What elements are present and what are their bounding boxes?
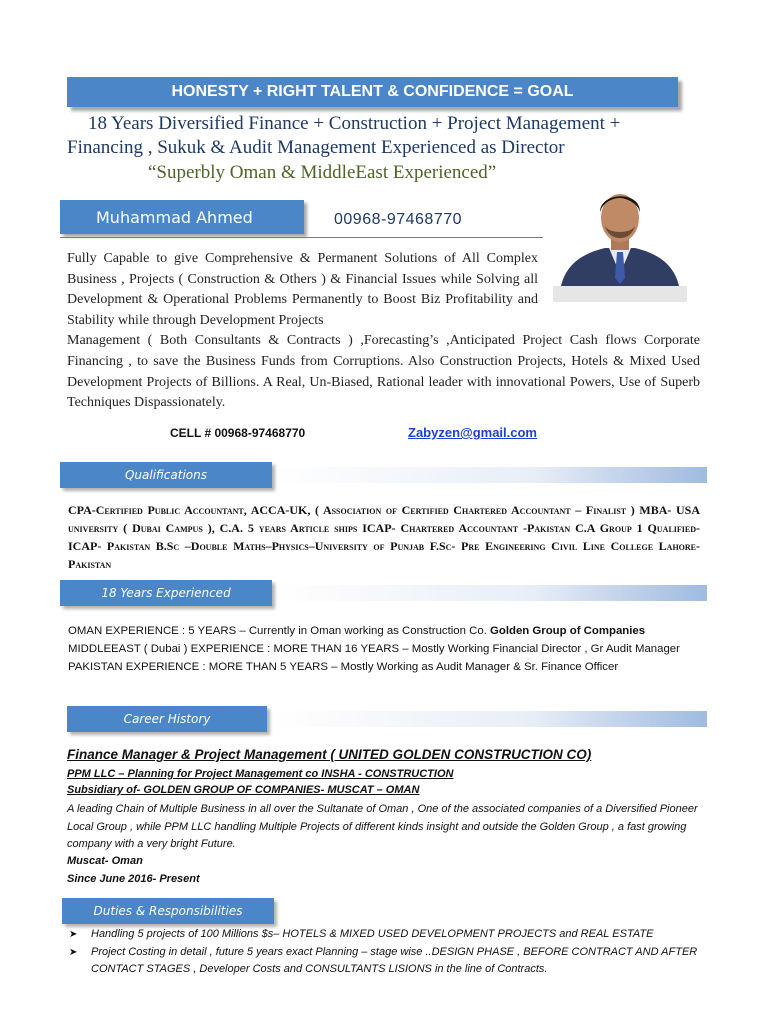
employer-line: PPM LLC – Planning for Project Management co INSHA - CONSTRUCTION bbox=[67, 768, 454, 780]
experience-pakistan: PAKISTAN EXPERIENCE : MORE THAN 5 YEARS – Mostly Working as Audit Manager & Sr. Finance Officer bbox=[68, 661, 619, 673]
duties-list bbox=[67, 926, 707, 979]
headline-line-2: Financing , Sukuk & Audit Management Experienced as Director bbox=[67, 137, 565, 158]
subsidiary-line: Subsidiary of- GOLDEN GROUP OF COMPANIES- MUSCAT – OMAN bbox=[67, 784, 420, 796]
list-item bbox=[67, 944, 707, 979]
career-section-bar bbox=[67, 706, 707, 732]
qualifications-section-bar bbox=[60, 462, 707, 488]
job-title: Finance Manager & Project Management ( UNITED GOLDEN CONSTRUCTION CO) bbox=[67, 747, 592, 762]
section-track bbox=[274, 467, 707, 483]
duties-section-bar bbox=[62, 898, 276, 924]
career-heading: Career History bbox=[67, 706, 267, 732]
list-item bbox=[67, 926, 707, 944]
arrow-bullet-icon: ➤ bbox=[69, 929, 78, 940]
experience-heading: 18 Years Experienced bbox=[60, 580, 272, 606]
duties-heading: Duties & Responsibilities bbox=[62, 898, 274, 924]
summary-part-1: Fully Capable to give Comprehensive & Permanent Solutions of All Complex Business , Projects ( Construction & Others ) & Financial Issues while Solving all Development & Operational Problems Permanently to Boost Biz Profitability and Stability while through Development Projects bbox=[67, 251, 538, 328]
headline bbox=[67, 112, 707, 160]
section-track bbox=[272, 585, 707, 601]
job-dates: Since June 2016- Present bbox=[67, 873, 200, 885]
candidate-name: Muhammad Ahmed bbox=[96, 207, 253, 227]
divider bbox=[60, 237, 543, 238]
tagline: “Superbly Oman & MiddleEast Experienced” bbox=[148, 162, 497, 183]
profile-summary bbox=[67, 249, 700, 414]
summary-part-2: Management ( Both Consultants & Contracts ) ,Forecasting’s ,Anticipated Project Cash flows Corporate Financing , to save the Business Funds from Corruptions. Also Construction Projects, Hotels & Mixed Used Development Projects of Billions. A Real, Un-Biased, Rational leader with innovational Powers, Use of Superb Techniques Dispassionately. bbox=[67, 333, 700, 411]
motto-text: HONESTY + RIGHT TALENT & CONFIDENCE = GOAL bbox=[171, 83, 574, 100]
qualifications-heading: Qualifications bbox=[60, 462, 272, 488]
experience-list bbox=[68, 622, 708, 676]
experience-oman bbox=[68, 622, 708, 640]
experience-middleeast: MIDDLEEAST ( Dubai ) EXPERIENCE : MORE THAN 16 YEARS – Mostly Working Financial Director , Gr Audit Manager bbox=[68, 643, 680, 655]
phone-number: 00968-97468770 bbox=[334, 211, 463, 228]
experience-oman-company: Golden Group of Companies bbox=[490, 625, 646, 637]
experience-section-bar bbox=[60, 580, 707, 606]
cell-number: CELL # 00968-97468770 bbox=[170, 426, 306, 440]
name-bar bbox=[60, 200, 304, 234]
duty-text: Handling 5 projects of 100 Millions $s– HOTELS & MIXED USED DEVELOPMENT PROJECTS and REAL ESTATE bbox=[91, 928, 654, 940]
arrow-bullet-icon: ➤ bbox=[69, 946, 78, 958]
motto-banner bbox=[67, 77, 678, 107]
headline-line-1: 18 Years Diversified Finance + Construction + Project Management + bbox=[88, 113, 621, 134]
qualifications-text: CPA-Certified Public Accountant, ACCA-UK, ( Association of Certified Chartered Accountant – Finalist ) MBA- USA university ( Dubai Campus ), C.A. 5 years Article ships ICAP- Chartered Accountant -Pakistan C.A Group 1 Qualified- ICAP- Pakistan B.Sc –Double Maths–Physics–University of Punjab F.Sc- Pre Engineering Civil Line College Lahore- Pakistan bbox=[68, 503, 700, 571]
company-description: A leading Chain of Multiple Business in all over the Sultanate of Oman , One of the associated companies of a Diversified Pioneer Local Group , while PPM LLC handling Multiple Projects of different kinds insight and outside the Golden Group , a fast growing company with a very bright Future. bbox=[67, 803, 698, 850]
experience-oman-text: OMAN EXPERIENCE : 5 YEARS – Currently in Oman working as Construction Co. bbox=[68, 625, 491, 637]
duty-text: Project Costing in detail , future 5 years exact Planning – stage wise ..DESIGN PHASE , BEFORE CONTRACT AND AFTER CONTACT STAGES , Developer Costs and CONSULTANTS LISIONS in the line of Contracts. bbox=[91, 945, 698, 975]
job-location: Muscat- Oman bbox=[67, 855, 143, 867]
section-track bbox=[271, 711, 707, 727]
email-link[interactable]: Zabyzen@gmail.com bbox=[408, 425, 537, 440]
